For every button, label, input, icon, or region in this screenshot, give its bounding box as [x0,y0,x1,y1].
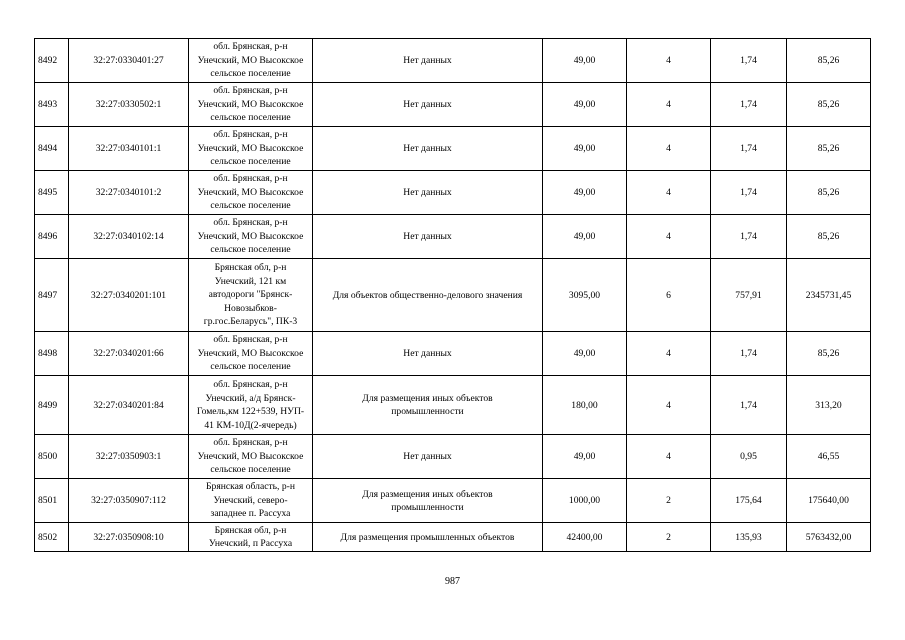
cell-group: 4 [627,215,711,259]
cell-permitted-use-line: Нет данных [403,143,452,154]
cell-cadastral-value: 85,26 [787,215,871,259]
cell-row-number: 8496 [35,215,69,259]
cell-cadastral-number: 32:27:0350908:10 [69,523,189,552]
cell-cadastral-number: 32:27:0340201:101 [69,259,189,332]
cell-area: 49,00 [543,332,627,376]
cell-cadastral-value: 5763432,00 [787,523,871,552]
cell-area: 49,00 [543,435,627,479]
cell-row-number: 8493 [35,83,69,127]
cell-permitted-use [313,332,543,376]
cell-address-line: сельское поселение [210,112,291,124]
cell-group: 4 [627,83,711,127]
cell-permitted-use-line: Нет данных [403,187,452,198]
cell-specific-value: 1,74 [711,39,787,83]
cell-area: 49,00 [543,83,627,127]
cell-address-line: обл. Брянская, р-н [213,41,288,53]
cell-area: 49,00 [543,127,627,171]
table-row [35,523,871,552]
cell-permitted-use [313,259,543,332]
cell-group: 4 [627,39,711,83]
cell-address-line: Унечский, МО Высокское [197,230,304,242]
table-row [35,215,871,259]
table-row [35,259,871,332]
cell-specific-value: 1,74 [711,332,787,376]
cell-cadastral-value: 175640,00 [787,479,871,523]
cell-address-line: Унечский, МО Высокское [197,142,304,154]
cell-address [189,215,313,259]
cell-permitted-use-line: Нет данных [403,348,452,359]
table-row [35,435,871,479]
cell-address-line: обл. Брянская, р-н [213,129,288,141]
cell-permitted-use-line: Для размещения иных объектов [362,488,493,500]
cell-row-number: 8492 [35,39,69,83]
cell-area: 49,00 [543,215,627,259]
cell-cadastral-value: 85,26 [787,83,871,127]
cell-cadastral-value: 85,26 [787,332,871,376]
cell-address-line: сельское поселение [210,200,291,212]
cell-address-line: обл. Брянская, р-н [213,85,288,97]
cell-address-line: автодороги "Брянск- [208,289,293,301]
cell-cadastral-number: 32:27:0340201:84 [69,376,189,435]
cell-cadastral-number: 32:27:0330401:27 [69,39,189,83]
table-row [35,479,871,523]
cell-address-line: обл. Брянская, р-н [213,217,288,229]
cell-group: 4 [627,171,711,215]
cell-group: 2 [627,523,711,552]
cell-cadastral-value: 46,55 [787,435,871,479]
cell-permitted-use-line: Нет данных [403,231,452,242]
cell-permitted-use [313,523,543,552]
cell-address [189,259,313,332]
page-number: 987 [445,576,460,587]
cell-group: 6 [627,259,711,332]
cell-address-line: Новозыбков- [224,302,277,314]
cell-cadastral-number: 32:27:0340201:66 [69,332,189,376]
cell-specific-value: 175,64 [711,479,787,523]
cell-cadastral-number: 32:27:0340101:1 [69,127,189,171]
cell-address-line: Брянская обл, р-н [214,262,287,274]
cell-address-line: обл. Брянская, р-н [213,437,288,449]
cell-permitted-use [313,83,543,127]
table-row [35,39,871,83]
cell-specific-value: 1,74 [711,83,787,127]
cell-permitted-use-line: промышленности [391,501,464,513]
cell-group: 4 [627,435,711,479]
cell-row-number: 8497 [35,259,69,332]
cell-specific-value: 757,91 [711,259,787,332]
cell-cadastral-value: 85,26 [787,127,871,171]
cell-address-line: сельское поселение [210,68,291,80]
cell-specific-value: 135,93 [711,523,787,552]
cell-specific-value: 1,74 [711,215,787,259]
cell-address [189,83,313,127]
cell-area: 180,00 [543,376,627,435]
table-row [35,376,871,435]
cell-specific-value: 1,74 [711,127,787,171]
cell-specific-value: 1,74 [711,171,787,215]
cell-address-line: обл. Брянская, р-н [213,334,288,346]
cell-address-line: Унечский, МО Высокское [197,54,304,66]
cell-address-line: Унечский, а/д Брянск- [205,392,296,404]
cell-row-number: 8500 [35,435,69,479]
cell-group: 4 [627,376,711,435]
cell-area: 1000,00 [543,479,627,523]
cell-address-line: Унечский, МО Высокское [197,98,304,110]
cell-address [189,39,313,83]
cell-cadastral-number: 32:27:0340101:2 [69,171,189,215]
cell-row-number: 8494 [35,127,69,171]
table-row [35,332,871,376]
cell-address-line: Гомель,км 122+539, НУП- [196,406,305,417]
cell-address-line: Брянская область, р-н [206,481,295,493]
cell-address-line: сельское поселение [210,464,291,476]
cell-address [189,523,313,552]
cell-address-line: гр.гос.Беларусь", ПК-3 [203,316,298,328]
cell-address [189,376,313,435]
cell-permitted-use [313,479,543,523]
cell-address-line: Унечский, п Рассуха [208,538,293,549]
cell-row-number: 8495 [35,171,69,215]
cell-address-line: сельское поселение [210,156,291,168]
cell-cadastral-value: 85,26 [787,39,871,83]
cell-area: 3095,00 [543,259,627,332]
cell-specific-value: 0,95 [711,435,787,479]
table-body [35,39,871,552]
cell-address-line: Унечский, МО Высокское [197,450,304,462]
cell-cadastral-value: 85,26 [787,171,871,215]
cell-permitted-use-line: Нет данных [403,99,452,110]
table-row [35,171,871,215]
cell-permitted-use-line: Для объектов общественно-делового значения [332,289,523,301]
cell-area: 49,00 [543,39,627,83]
cell-address-line: сельское поселение [210,361,291,373]
cell-specific-value: 1,74 [711,376,787,435]
cell-address-line: 41 КМ-10Д(2-ячередь) [204,419,297,431]
cell-address-line: сельское поселение [210,244,291,256]
cell-address-line: Унечский, МО Высокское [197,186,304,198]
cell-address [189,332,313,376]
cell-area: 49,00 [543,171,627,215]
cell-address [189,435,313,479]
cell-permitted-use [313,215,543,259]
cell-cadastral-number: 32:27:0350907:112 [69,479,189,523]
cell-row-number: 8502 [35,523,69,552]
cell-cadastral-number: 32:27:0340102:14 [69,215,189,259]
cell-permitted-use [313,435,543,479]
cell-group: 2 [627,479,711,523]
table-row [35,83,871,127]
cell-address-line: Унечский, МО Высокское [197,347,304,359]
table-row [35,127,871,171]
cell-permitted-use [313,376,543,435]
cell-group: 4 [627,332,711,376]
cell-area: 42400,00 [543,523,627,552]
cell-permitted-use-line: Нет данных [403,55,452,66]
cell-row-number: 8498 [35,332,69,376]
land-registry-table [34,38,871,552]
cell-cadastral-number: 32:27:0330502:1 [69,83,189,127]
cell-row-number: 8499 [35,376,69,435]
cell-group: 4 [627,127,711,171]
cell-permitted-use-line: Для размещения иных объектов [362,393,493,404]
cell-address-line: обл. Брянская, р-н [213,173,288,185]
cell-address-line: Брянская обл, р-н [214,524,287,536]
cell-cadastral-value: 2345731,45 [787,259,871,332]
cell-permitted-use-line: Для размещения промышленных объектов [340,531,515,543]
cell-address [189,127,313,171]
cell-permitted-use-line: промышленности [391,406,464,417]
cell-permitted-use [313,127,543,171]
cell-address-line: обл. Брянская, р-н [213,379,288,390]
cell-row-number: 8501 [35,479,69,523]
cell-permitted-use-line: Нет данных [403,451,452,462]
cell-address-line: Унечский, 121 км [214,275,287,287]
cell-address [189,171,313,215]
cell-permitted-use [313,39,543,83]
cell-address [189,479,313,523]
cell-address-line: Унечский, северо- [213,494,288,506]
cell-permitted-use [313,171,543,215]
cell-cadastral-value: 313,20 [787,376,871,435]
cell-cadastral-number: 32:27:0350903:1 [69,435,189,479]
cell-address-line: западнее п. Рассуха [210,508,291,520]
